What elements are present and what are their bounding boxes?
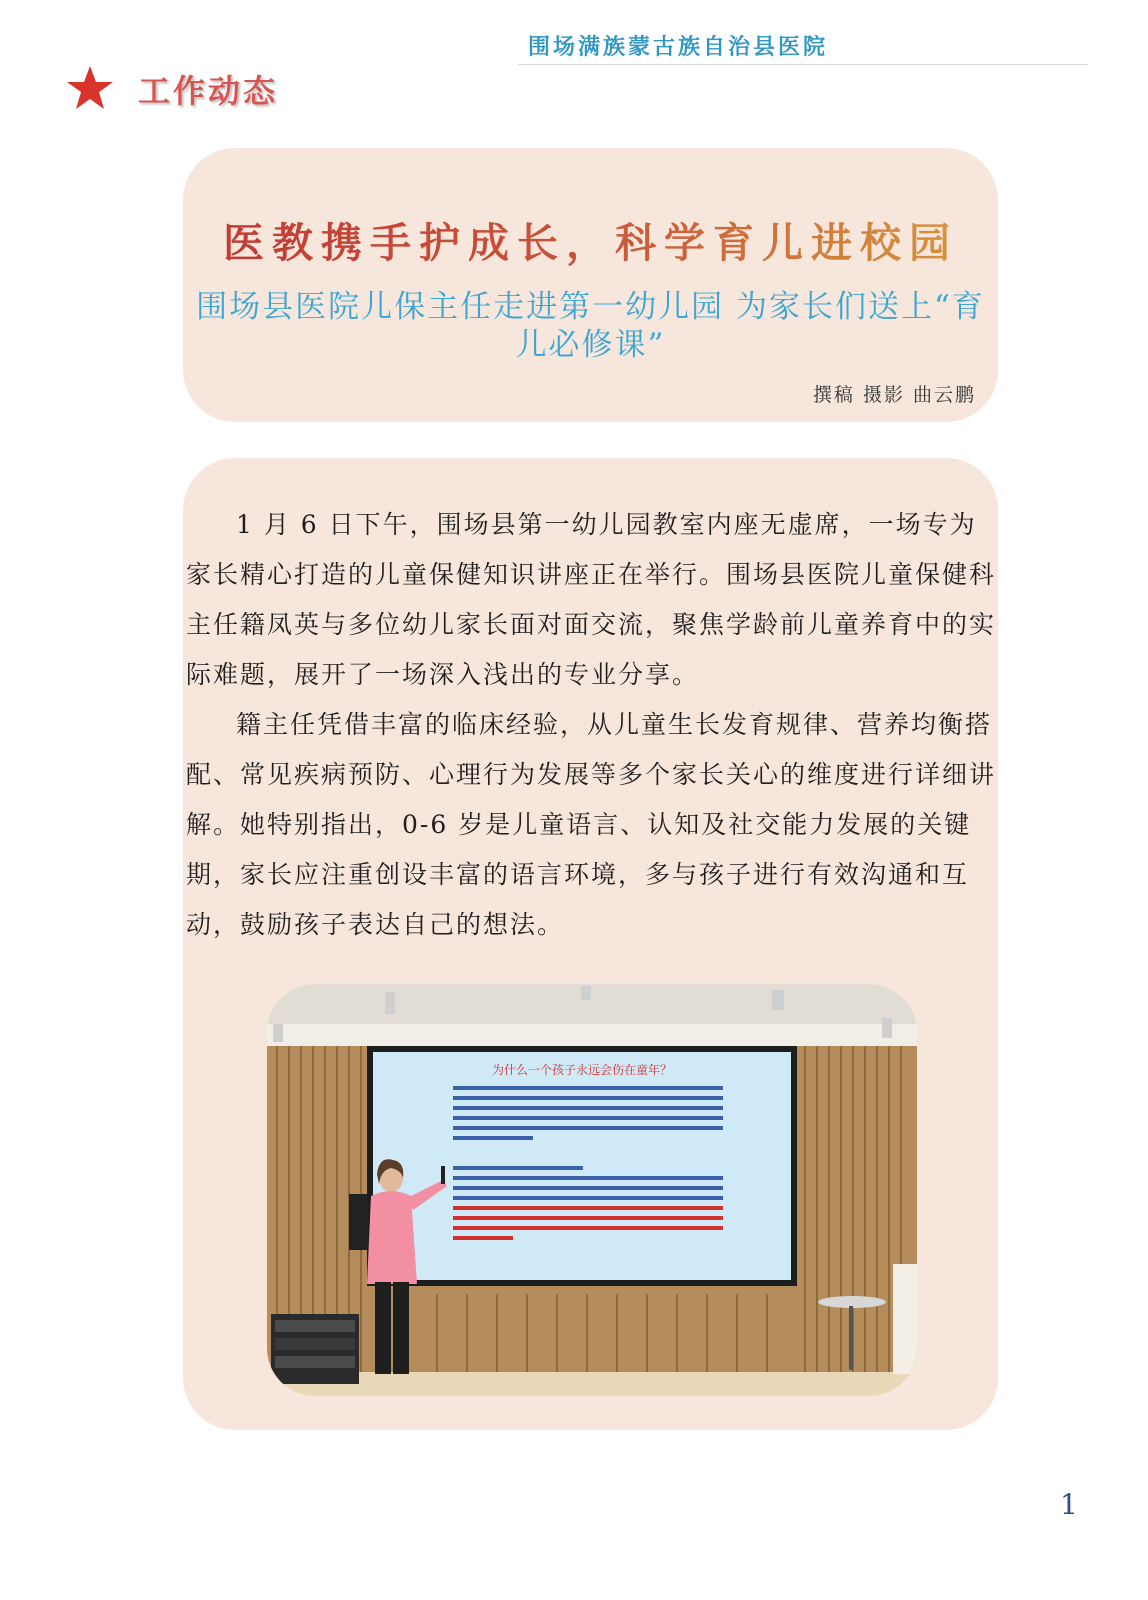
paragraph: 籍主任凭借丰富的临床经验，从儿童生长发育规律、营养均衡搭配、常见疾病预防、心理行为发展等多个家长关心的维度进行详细讲解。她特别指出，0-6 岁是儿童语言、认知及社交能力发展的关键期，家长应注重创设丰富的语言环境，多与孩子进行有效沟通和互动，鼓励孩子表达自己的想法。 — [186, 710, 997, 939]
section-title: 工作动态 — [138, 72, 279, 110]
header-divider — [518, 64, 1088, 65]
paragraph: 1 月 6 日下午，围场县第一幼儿园教室内座无虚席，一场专为家长精心打造的儿童保健知识讲座正在举行。围场县医院儿童保健科主任籍凤英与多位幼儿家长面对面交流，聚焦学龄前儿童养育中的实际难题，展开了一场深入浅出的专业分享。 — [186, 510, 997, 689]
article-body — [186, 500, 998, 950]
hospital-name: 围场满族蒙古族自治县医院 — [528, 34, 829, 60]
screen-title: 为什么一个孩子永远会伤在童年？ — [491, 1063, 673, 1077]
page-number: 1 — [1060, 1488, 1078, 1521]
lecture-photo — [267, 984, 917, 1396]
content-card — [183, 458, 998, 1430]
article-byline: 撰稿 摄影 曲云鹏 — [812, 384, 976, 406]
article-subtitle: 围场县医院儿保主任走进第一幼儿园 为家长们送上“育儿必修课” — [196, 289, 985, 363]
article-title: 医教携手护成长，科学育儿进校园 — [183, 210, 998, 269]
star-icon — [66, 64, 114, 112]
title-card — [183, 148, 998, 422]
